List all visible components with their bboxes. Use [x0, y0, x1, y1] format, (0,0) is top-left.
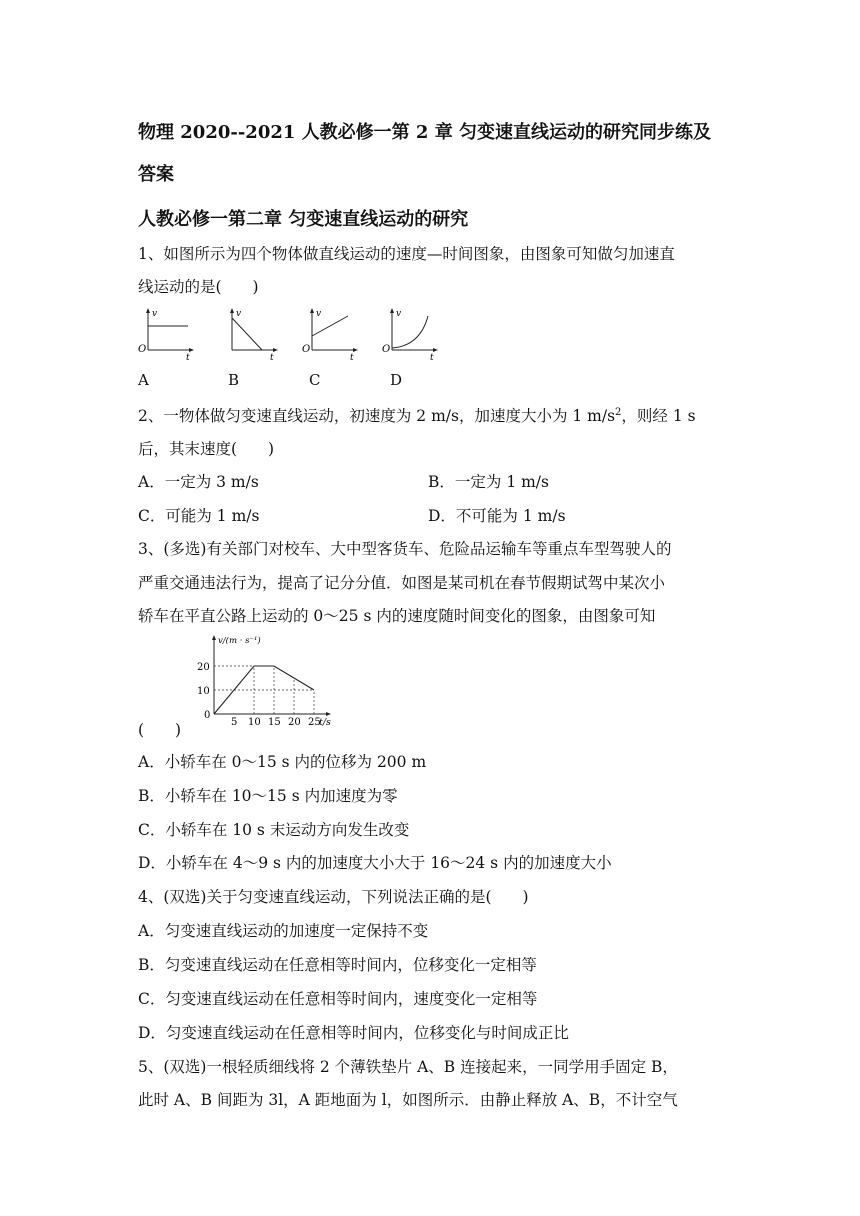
doc-title-line1: 物理 2020--2021 人教必修一第 2 章 匀变速直线运动的研究同步练及	[138, 122, 711, 143]
x-axis-arrow	[326, 712, 331, 716]
q1-graph-a	[138, 308, 194, 363]
q2-line1-sup: 2	[615, 406, 622, 418]
q3-option-d: D．小轿车在 4～9 s 内的加速度大小大于 16～24 s 内的加速度大小	[138, 854, 612, 872]
doc-title-line2: 答案	[138, 164, 174, 185]
q3-line3: 轿车在平直公路上运动的 0～25 s 内的速度随时间变化的图象，由图象可知	[138, 607, 656, 625]
q3-paren: ( )	[138, 721, 182, 739]
q1-label-a: A	[138, 371, 149, 389]
q2-line1-a: 2、一物体做匀变速直线运动，初速度为 2 m/s，加速度大小为 1 m/s	[138, 407, 616, 425]
y-tick-20: 20	[197, 662, 210, 673]
q1a-v-label: v	[152, 309, 158, 319]
x-tick-20: 20	[288, 717, 301, 728]
x-tick-10: 10	[248, 717, 261, 728]
q1a-origin: O	[138, 344, 147, 355]
q1b-t-label: t	[270, 353, 274, 363]
q3-option-a: A．小轿车在 0～15 s 内的位移为 200 m	[138, 753, 427, 771]
q1-graphs	[134, 306, 454, 366]
q1c-v-label: v	[316, 309, 322, 319]
q1-graph-c	[302, 308, 358, 363]
q2-option-b: B．一定为 1 m/s	[428, 473, 549, 491]
q4-option-a: A．匀变速直线运动的加速度一定保持不变	[138, 922, 429, 940]
q4-option-d: D．匀变速直线运动在任意相等时间内，位移变化与时间成正比	[138, 1024, 569, 1042]
q5-line2: 此时 A、B 间距为 3l，A 距地面为 l，如图所示．由静止释放 A、B，不计空气	[138, 1091, 678, 1109]
x-tick-5: 5	[231, 717, 238, 728]
q2-line2: 后，其末速度( )	[138, 440, 275, 458]
q1c-origin: O	[302, 344, 311, 355]
section-heading: 人教必修一第二章 匀变速直线运动的研究	[138, 209, 469, 230]
q4-option-b: B．匀变速直线运动在任意相等时间内，位移变化一定相等	[138, 956, 537, 974]
q2-option-d: D．不可能为 1 m/s	[428, 507, 566, 525]
q2-option-c: C．可能为 1 m/s	[138, 507, 260, 525]
q1-line2: 线运动的是( )	[138, 278, 259, 296]
x-tick-25: 25	[308, 717, 321, 728]
origin-label: 0	[204, 710, 211, 721]
q1-graph-d	[382, 308, 438, 363]
q1-label-c: C	[309, 371, 321, 389]
q3-vt-chart	[196, 632, 346, 728]
q3-line1: 3、(多选)有关部门对校车、大中型客货车、危险品运输车等重点车型驾驶人的	[138, 540, 672, 558]
q2-line1-b: ，则经 1 s	[621, 407, 696, 425]
q3-option-b: B．小轿车在 10～15 s 内加速度为零	[138, 787, 398, 805]
x-tick-15: 15	[268, 717, 281, 728]
q5-line1: 5、(双选)一根轻质细线将 2 个薄铁垫片 A、B 连接起来，一同学用手固定 B，	[138, 1058, 678, 1076]
q3-line2: 严重交通违法行为，提高了记分分值．如图是某司机在春节假期试驾中某次小	[138, 574, 666, 592]
q4-line1: 4、(双选)关于匀变速直线运动，下列说法正确的是( )	[138, 888, 529, 906]
q1-label-d: D	[390, 371, 403, 389]
q4-option-c: C．匀变速直线运动在任意相等时间内，速度变化一定相等	[138, 990, 538, 1008]
q1-line1: 1、如图所示为四个物体做直线运动的速度—时间图象，由图象可知做匀加速直	[138, 245, 675, 263]
q1b-v-label: v	[236, 309, 242, 319]
q1-graph-b	[230, 308, 278, 363]
y-tick-10: 10	[197, 686, 210, 697]
q3-option-c: C．小轿车在 10 s 末运动方向发生改变	[138, 821, 410, 839]
x-axis-label: t/s	[319, 717, 331, 728]
q1-label-b: B	[228, 371, 240, 389]
q2-option-a: A．一定为 3 m/s	[138, 473, 259, 491]
q1d-origin: O	[382, 344, 391, 355]
y-axis-arrow	[212, 635, 216, 640]
q2-line1	[138, 404, 696, 426]
y-axis-label: v/(m · s⁻¹)	[218, 636, 261, 646]
q1a-t-label: t	[186, 353, 190, 363]
q1d-v-label: v	[396, 309, 402, 319]
q1c-t-label: t	[350, 353, 354, 363]
q1d-t-label: t	[430, 353, 434, 363]
